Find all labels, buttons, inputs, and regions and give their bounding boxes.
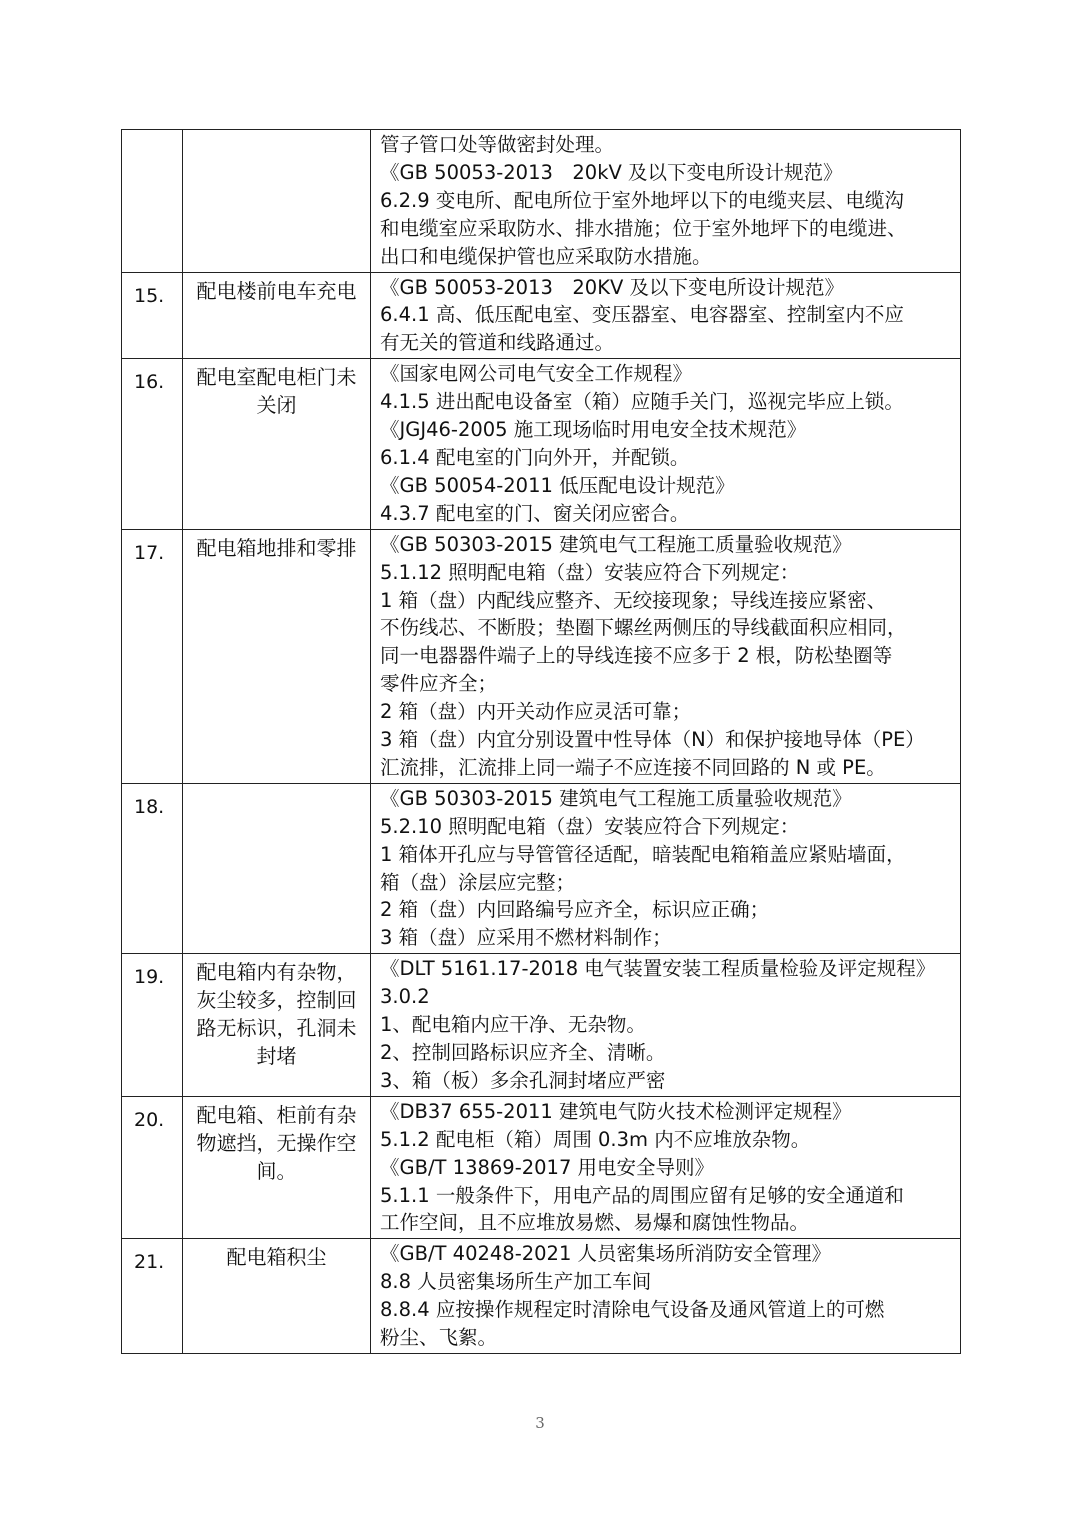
basis-line: 《GB 50303-2015 建筑电气工程施工质量验收规范》	[380, 786, 852, 810]
issue-cell	[183, 783, 371, 953]
table-row	[122, 529, 961, 783]
issue-description: 配电楼前电车充电	[196, 278, 357, 303]
basis-line: 3 箱（盘）内宜分别设置中性导体（N）和保护接地导体（PE）	[380, 728, 925, 752]
basis-line: 不伤线芯、不断股；垫圈下螺丝两侧压的导线截面积应相同，	[380, 616, 907, 640]
basis-line: 《JGJ46-2005 施工现场临时用电安全技术规范》	[380, 418, 807, 442]
row-number-cell	[122, 1096, 183, 1239]
basis-cell	[371, 272, 961, 359]
basis-line: 2、控制回路标识应齐全、清晰。	[380, 1041, 666, 1064]
basis-line: 1 箱（盘）内配线应整齐、无绞接现象；导线连接应紧密、	[380, 588, 887, 612]
basis-line: 《国家电网公司电气安全工作规程》	[380, 362, 693, 386]
basis-line: 1、配电箱内应干净、无杂物。	[380, 1013, 646, 1037]
issue-cell	[183, 1239, 371, 1354]
issue-cell	[183, 359, 371, 529]
basis-text-block	[371, 954, 960, 1096]
basis-line: 3.0.2	[380, 985, 430, 1009]
basis-cell	[371, 1096, 961, 1239]
basis-line: 《GB 50054-2011 低压配电设计规范》	[380, 473, 735, 497]
regulation-table	[121, 129, 961, 1354]
row-number-cell	[122, 529, 183, 783]
basis-line: 6.1.4 配电室的门向外开，并配锁。	[380, 445, 690, 469]
basis-line: 3 箱（盘）应采用不燃材料制作；	[380, 926, 672, 950]
row-number-cell	[122, 783, 183, 953]
row-number-cell	[122, 130, 183, 273]
basis-line: 2 箱（盘）内回路编号应齐全，标识应正确；	[380, 898, 770, 922]
basis-line: 3、箱（板）多余孔洞封堵应严密	[380, 1068, 666, 1092]
row-number-cell	[122, 359, 183, 529]
table-body	[122, 130, 961, 1354]
basis-line: 6.4.1 高、低压配电室、变压器室、电容器室、控制室内不应	[380, 303, 904, 327]
issue-cell	[183, 954, 371, 1097]
basis-line: 6.2.9 变电所、配电所位于室外地坪以下的电缆夹层、电缆沟	[380, 188, 904, 212]
basis-line: 8.8.4 应按操作规程定时清除电气设备及通风管道上的可燃	[380, 1298, 885, 1322]
row-number: 17.	[134, 541, 165, 564]
basis-text-block	[371, 784, 960, 953]
basis-cell	[371, 1239, 961, 1354]
table-row	[122, 1096, 961, 1239]
row-number-cell	[122, 1239, 183, 1354]
basis-cell	[371, 783, 961, 953]
basis-line: 5.1.1 一般条件下，用电产品的周围应留有足够的安全通道和	[380, 1183, 904, 1207]
issue-description: 配电室配电柜门未关闭	[196, 365, 357, 418]
row-number	[122, 130, 182, 140]
issue-cell	[183, 1096, 371, 1239]
basis-line: 同一电器器件端子上的导线连接不应多于 2 根，防松垫圈等	[380, 644, 893, 668]
basis-line: 4.1.5 进出配电设备室（箱）应随手关门，巡视完毕应上锁。	[380, 390, 904, 414]
issue-cell	[183, 272, 371, 359]
basis-line: 《GB 50053-2013 20KV 及以下变电所设计规范》	[380, 275, 845, 299]
basis-cell	[371, 529, 961, 783]
issue-description: 配电箱积尘	[226, 1245, 327, 1270]
table-row	[122, 272, 961, 359]
issue-description: 配电箱地排和零排	[196, 535, 357, 560]
table-row	[122, 783, 961, 953]
basis-line: 《GB 50303-2015 建筑电气工程施工质量验收规范》	[380, 532, 852, 556]
table-row	[122, 954, 961, 1097]
page-number: 3	[535, 1414, 545, 1432]
row-number: 21.	[134, 1251, 165, 1274]
basis-line: 管子管口处等做密封处理。	[380, 133, 615, 156]
basis-line: 有无关的管道和线路通过。	[380, 331, 615, 355]
table-row	[122, 359, 961, 529]
basis-text-block	[371, 530, 960, 783]
basis-line: 8.8 人员密集场所生产加工车间	[380, 1270, 652, 1294]
basis-line: 汇流排，汇流排上同一端子不应连接不同回路的 N 或 PE。	[380, 755, 886, 779]
basis-line: 箱（盘）涂层应完整；	[380, 870, 576, 894]
row-number: 20.	[134, 1108, 165, 1131]
basis-text-block	[371, 130, 960, 272]
basis-line: 1 箱体开孔应与导管管径适配，暗装配电箱箱盖应紧贴墙面，	[380, 842, 906, 866]
basis-line: 工作空间，且不应堆放易燃、易爆和腐蚀性物品。	[380, 1211, 810, 1235]
basis-line: 5.1.2 配电柜（箱）周围 0.3m 内不应堆放杂物。	[380, 1127, 811, 1151]
basis-line: 《DB37 655-2011 建筑电气防火技术检测评定规程》	[380, 1099, 852, 1123]
basis-text-block	[371, 1097, 960, 1239]
basis-text-block	[371, 273, 960, 359]
table-row	[122, 130, 961, 273]
row-number-cell	[122, 272, 183, 359]
basis-line: 5.2.10 照明配电箱（盘）安装应符合下列规定：	[380, 814, 800, 838]
basis-line: 和电缆室应采取防水、排水措施；位于室外地坪下的电缆进、	[380, 216, 907, 240]
row-number: 19.	[134, 966, 165, 989]
basis-text-block	[371, 1239, 960, 1353]
row-number: 16.	[134, 371, 165, 394]
basis-line: 《GB/T 40248-2021 人员密集场所消防安全管理》	[380, 1242, 832, 1266]
basis-line: 《GB 50053-2013 20kV 及以下变电所设计规范》	[380, 160, 843, 184]
issue-cell	[183, 529, 371, 783]
basis-line: 粉尘、飞絮。	[380, 1326, 498, 1350]
basis-line: 《DLT 5161.17-2018 电气装置安装工程质量检验及评定规程》	[380, 957, 936, 981]
row-number: 18.	[134, 795, 165, 818]
basis-line: 4.3.7 配电室的门、窗关闭应密合。	[380, 501, 690, 525]
row-number: 15.	[134, 284, 165, 307]
basis-line: 零件应齐全；	[380, 672, 498, 696]
issue-description: 配电箱内有杂物，灰尘较多，控制回路无标识，孔洞未封堵	[196, 960, 357, 1069]
row-number-cell	[122, 954, 183, 1097]
issue-description: 配电箱、柜前有杂物遮挡，无操作空间。	[196, 1102, 357, 1183]
basis-text-block	[371, 359, 960, 528]
basis-cell	[371, 359, 961, 529]
basis-line: 2 箱（盘）内开关动作应灵活可靠；	[380, 700, 692, 724]
basis-cell	[371, 130, 961, 273]
basis-line: 《GB/T 13869-2017 用电安全导则》	[380, 1155, 715, 1179]
issue-description	[183, 784, 370, 792]
issue-description	[183, 130, 370, 138]
table-row	[122, 1239, 961, 1354]
basis-line: 5.1.12 照明配电箱（盘）安装应符合下列规定：	[380, 560, 800, 584]
issue-cell	[183, 130, 371, 273]
basis-line: 出口和电缆保护管也应采取防水措施。	[380, 244, 712, 268]
basis-cell	[371, 954, 961, 1097]
